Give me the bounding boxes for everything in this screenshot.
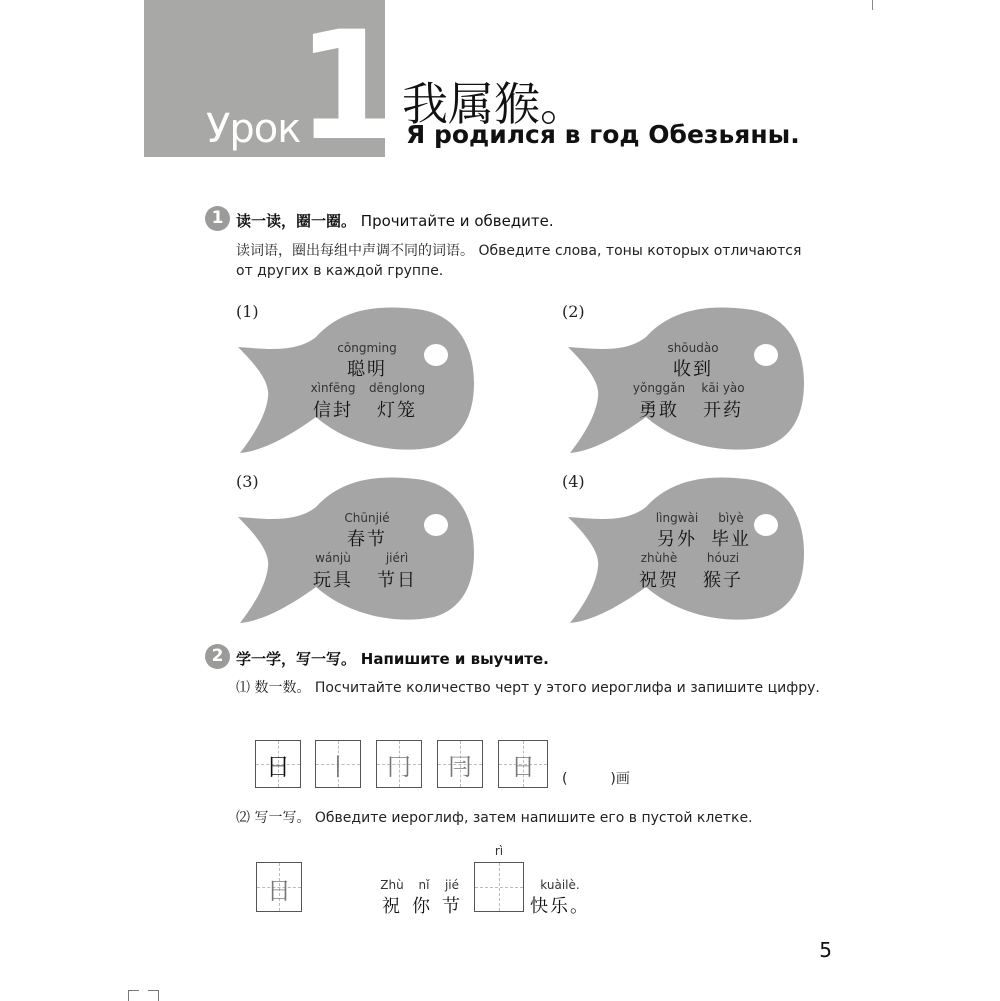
exercise-1-title (236, 210, 554, 231)
exercise-1-title-ru: Прочитайте и обведите. (360, 212, 554, 230)
part-1-marker: ⑴ (236, 680, 250, 696)
fish-2-top-hanzi: 收到 (673, 359, 713, 380)
exercise-2-part-2 (236, 808, 856, 828)
fish-4-top-left-hanzi: 另外 (657, 529, 697, 550)
stroke-cell-5-char: 日 (511, 753, 535, 781)
blank-write-cell[interactable] (474, 862, 524, 912)
part-2-marker: ⑵ (236, 810, 250, 826)
fish-1-right-pinyin: dēnglong (368, 381, 426, 395)
sentence-hanzi-1: 祝 (382, 896, 402, 917)
fish-3-right-hanzi: 节日 (377, 570, 417, 591)
title-chinese: 我属猴。 (402, 77, 586, 131)
part-2-cn: 写一写。 (254, 810, 311, 826)
fish-3-top-hanzi: 春节 (347, 529, 387, 550)
fish-4-top-right-pinyin: bìyè (718, 511, 744, 525)
crop-mark-right (148, 990, 159, 1001)
fish-4-top-right-hanzi: 毕业 (711, 529, 751, 550)
exercise-2-title-ru: Напишите и выучите. (360, 650, 549, 668)
fish-4-top-left-pinyin: lìngwài (655, 511, 699, 525)
corner-mark (872, 0, 873, 10)
stroke-cell-3-char: 冂 (387, 753, 411, 781)
fish-4-right-pinyin: hóuzi (706, 551, 740, 565)
title-russian: Я родился в год Обезьяны. (406, 120, 800, 149)
fish-3-top-pinyin: Chūnjié (344, 511, 390, 525)
exercise-1-description (236, 241, 836, 281)
sentence-end-hanzi: 快乐。 (530, 896, 590, 917)
fish-2-left-pinyin: yǒnggǎn (632, 381, 686, 395)
sentence-hanzi-3: 节 (442, 896, 462, 917)
part-1-ru: Посчитайте количество черт у этого иероглифа и запишите цифру. (314, 680, 820, 696)
answer-unit: 画 (615, 771, 630, 787)
fish-2-top-pinyin: shōudào (667, 341, 719, 355)
fish-2-label: (2) (562, 302, 585, 321)
part-1-cn: 数一数。 (254, 680, 311, 696)
exercise-1-desc-ru-2: от других в каждой группе. (236, 263, 444, 279)
lesson-word: Урок (206, 106, 301, 152)
fish-2-right-pinyin: kāi yào (701, 381, 745, 395)
fish-3-label: (3) (236, 472, 259, 491)
stroke-cell-4-char: 冃 (448, 753, 472, 781)
stroke-count-answer[interactable] (562, 768, 630, 788)
blank-pinyin: rì (494, 844, 504, 858)
fish-1-top-hanzi: 聪明 (347, 359, 387, 380)
fish-3-left-pinyin: wánjù (315, 551, 351, 565)
fish-1-left-hanzi: 信封 (313, 400, 353, 421)
part-2-ru: Обведите иероглиф, затем напишите его в пустой клетке. (314, 810, 753, 826)
sentence-pinyin-2: nǐ (418, 878, 430, 892)
stroke-cell-2-char: 丨 (326, 753, 350, 781)
page-number: 5 (819, 938, 832, 962)
exercise-1-badge: 1 (205, 206, 230, 231)
answer-open-paren: ( (562, 771, 568, 787)
fish-4-left-pinyin: zhùhè (640, 551, 678, 565)
trace-cell[interactable] (256, 862, 302, 912)
sentence-end-pinyin: kuàilè. (540, 878, 580, 892)
fish-1-right-hanzi: 灯笼 (377, 400, 417, 421)
exercise-2-title-cn: 学一学，写一写。 (236, 650, 357, 668)
fish-1-left-pinyin: xìnfēng (310, 381, 356, 395)
exercise-1-title-cn: 读一读，圈一圈。 (236, 212, 357, 230)
fish-4-right-hanzi: 猴子 (703, 570, 743, 591)
stroke-cell-1 (255, 740, 301, 788)
fish-2-right-hanzi: 开药 (703, 400, 743, 421)
stroke-cell-3 (376, 740, 422, 788)
stroke-cell-2 (315, 740, 361, 788)
exercise-2-part-1 (236, 678, 856, 698)
stroke-cell-1-char: 日 (266, 753, 290, 781)
fish-2-left-hanzi: 勇敢 (639, 400, 679, 421)
lesson-number: 1 (296, 0, 401, 174)
sentence-pinyin-1: Zhù (380, 878, 404, 892)
fish-3-right-pinyin: jiérì (385, 551, 409, 565)
fish-4-label: (4) (562, 472, 585, 491)
trace-char: 日 (267, 877, 291, 905)
stroke-cell-4 (437, 740, 483, 788)
fish-1-label: (1) (236, 302, 259, 321)
crop-mark-left (128, 990, 139, 1001)
stroke-cell-5 (498, 740, 548, 788)
answer-close-paren: ) (610, 771, 616, 787)
fish-3-left-hanzi: 玩具 (313, 570, 353, 591)
exercise-1-desc-ru-1: Обведите слова, тоны которых отличаются (478, 243, 802, 259)
exercise-1-desc-cn: 读词语，圈出每组中声调不同的词语。 (236, 243, 474, 259)
exercise-2-title (236, 648, 549, 669)
fish-4-left-hanzi: 祝贺 (639, 570, 679, 591)
fish-1-top-pinyin: cōngming (337, 341, 397, 355)
sentence-pinyin-3: jié (444, 878, 460, 892)
exercise-2-badge: 2 (205, 644, 230, 669)
sentence-hanzi-2: 你 (412, 896, 432, 917)
